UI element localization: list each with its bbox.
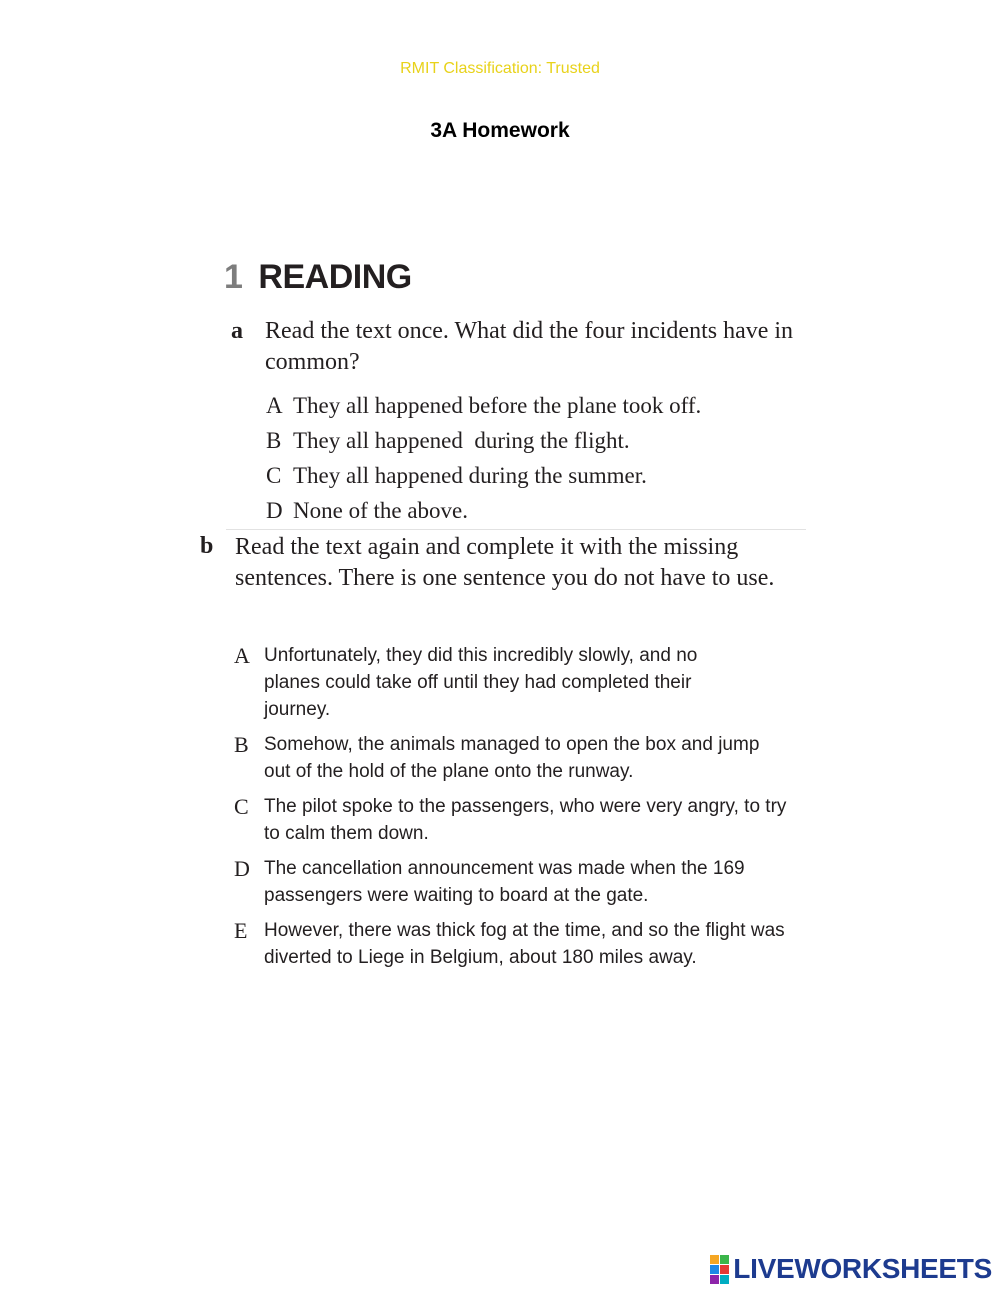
liveworksheets-logo-icon — [710, 1255, 729, 1284]
option-text: The pilot spoke to the passengers, who were very angry, to try to calm them down. — [264, 796, 787, 844]
option-b-item — [234, 917, 814, 971]
option-text: None of the above. — [293, 498, 468, 523]
question-a-options — [266, 390, 826, 530]
option-a-item — [266, 390, 826, 425]
option-a-item — [266, 460, 826, 495]
liveworksheets-brand: LIVEWORKSHEETS — [733, 1253, 992, 1284]
option-a-item — [266, 425, 826, 460]
option-letter: C — [266, 463, 282, 488]
option-letter: A — [234, 643, 250, 668]
option-letter: D — [234, 856, 250, 881]
option-letter: C — [234, 794, 249, 819]
question-b-letter: b — [200, 533, 214, 559]
option-text: The cancellation announcement was made when the 169 passengers were waiting to board at the gate. — [264, 858, 745, 906]
question-b-prompt: Read the text again and complete it with the missing sentences. There is one sentence you do not have to use. — [235, 534, 775, 591]
classification-label: RMIT Classification: Trusted — [400, 60, 600, 77]
option-b-item — [234, 855, 814, 909]
section-heading — [224, 258, 412, 297]
option-text: Somehow, the animals managed to open the box and jump out of the hold of the plane onto the runway. — [264, 734, 760, 782]
option-text: They all happened during the summer. — [293, 463, 647, 488]
option-letter: D — [266, 498, 283, 523]
question-b-options — [234, 642, 814, 971]
option-letter: B — [234, 732, 249, 757]
option-text: They all happened during the flight. — [293, 428, 630, 453]
question-a-prompt: Read the text once. What did the four incidents have in common? — [265, 318, 794, 375]
option-b-item — [234, 731, 814, 785]
option-text: They all happened before the plane took off. — [293, 393, 702, 418]
option-b-item — [234, 793, 814, 847]
option-a-item — [266, 495, 826, 530]
page-title: 3A Homework — [430, 119, 570, 142]
option-letter: B — [266, 428, 282, 453]
section-number: 1 — [224, 258, 243, 296]
option-b-item — [234, 642, 814, 723]
section-title: READING — [258, 258, 412, 296]
section-divider — [226, 529, 806, 530]
question-a-letter: a — [231, 318, 243, 344]
option-text: However, there was thick fog at the time, and so the flight was diverted to Liege in Belgium, about 180 miles away. — [264, 920, 785, 968]
option-letter: E — [234, 918, 248, 943]
option-text: Unfortunately, they did this incredibly slowly, and no planes could take off until they had completed their journey. — [264, 645, 698, 720]
liveworksheets-logo — [710, 1252, 992, 1286]
option-letter: A — [266, 393, 283, 418]
